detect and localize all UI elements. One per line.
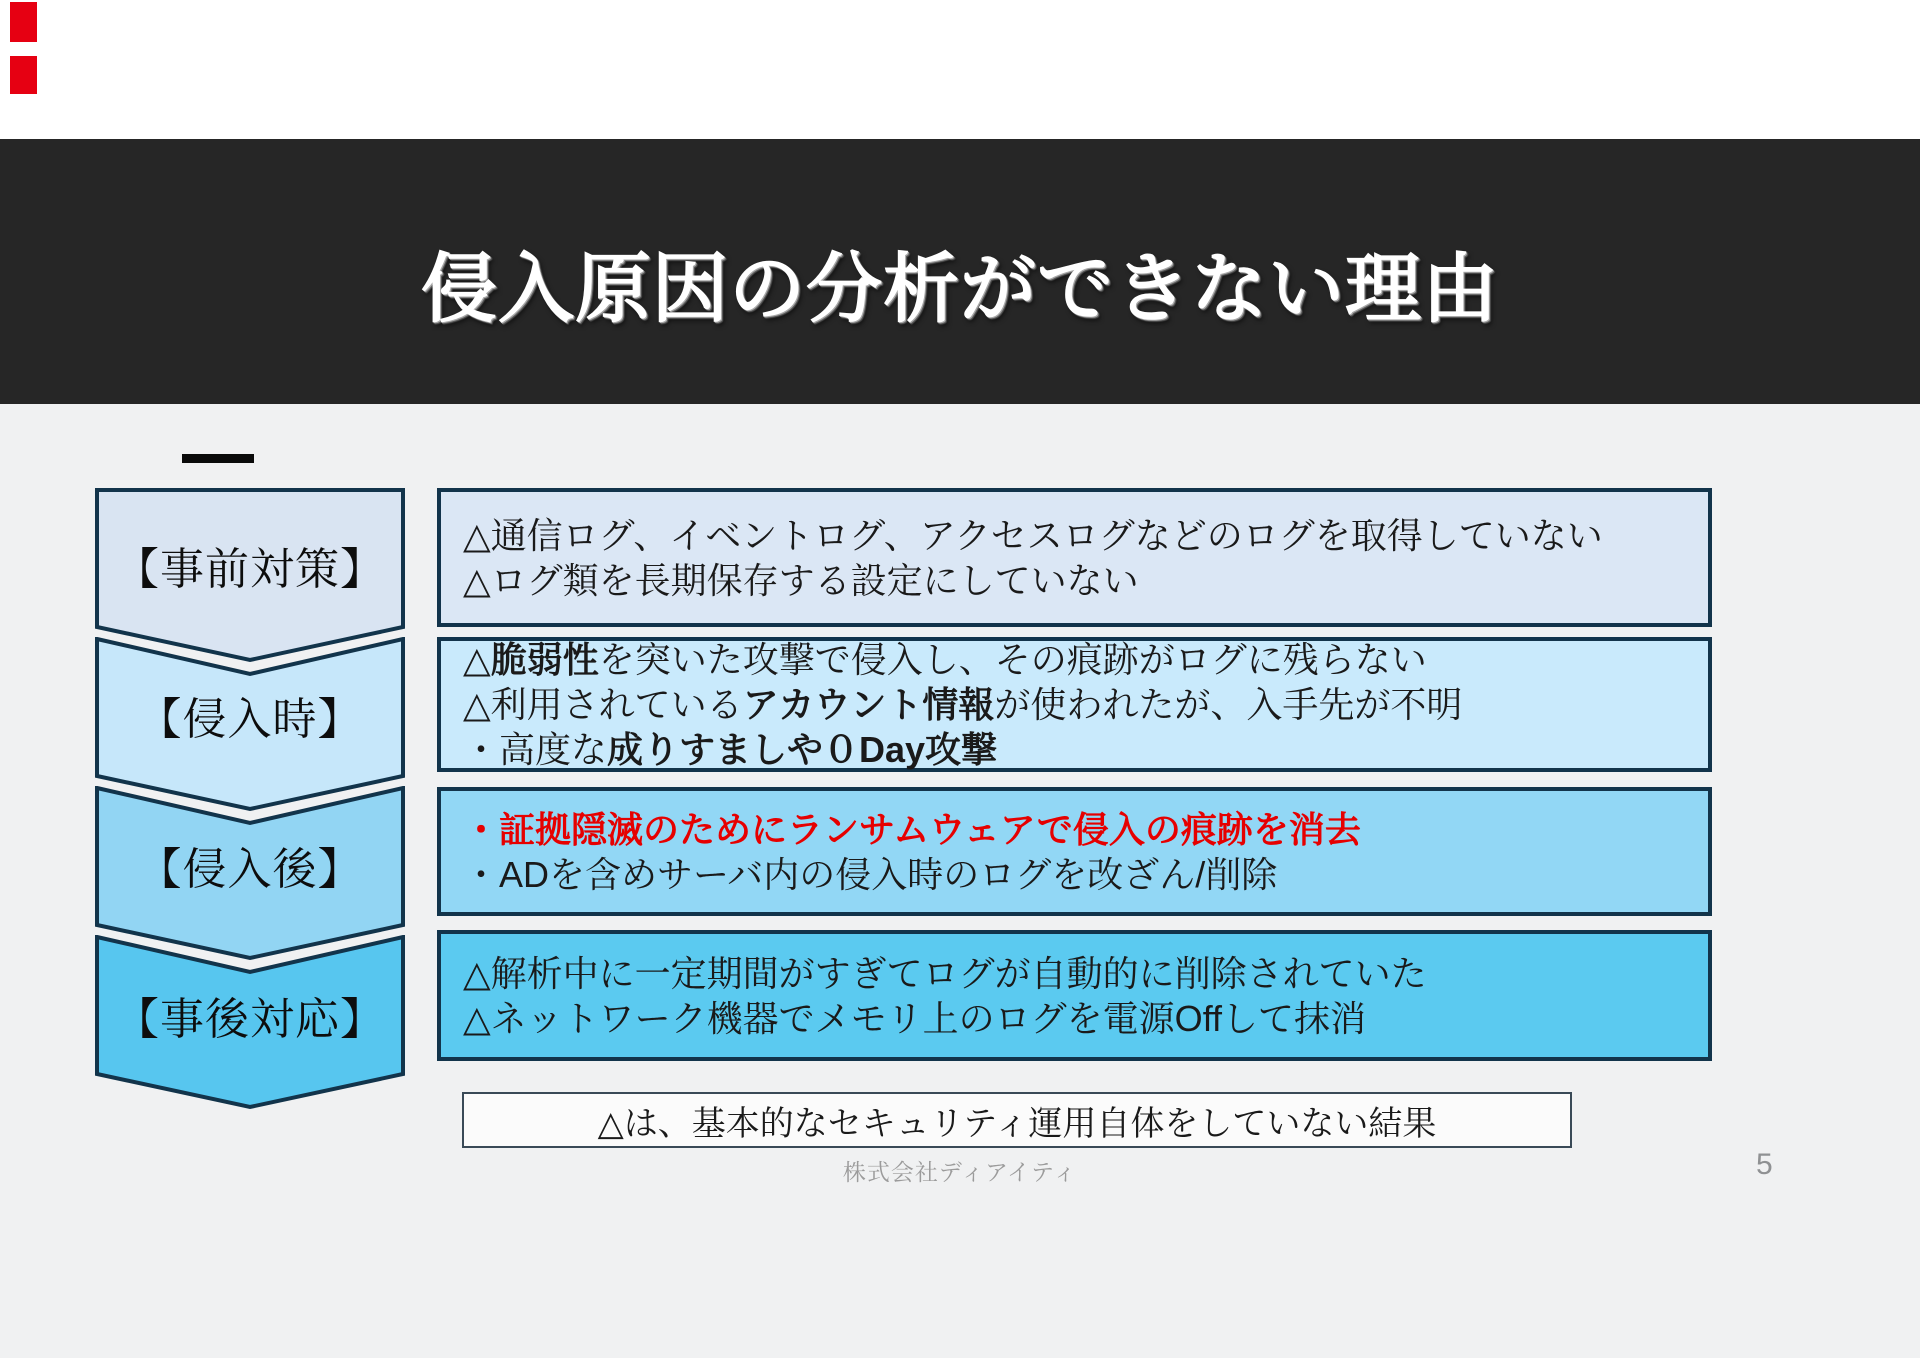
content-line: △ネットワーク機器でメモリ上のログを電源Offして抹消 <box>463 997 1367 1039</box>
title-band <box>0 139 1920 404</box>
stage-label-1: 【事前対策】 <box>115 545 385 594</box>
content-line: △脆弱性を突いた攻撃で侵入し、その痕跡がログに残らない <box>463 639 1427 680</box>
content-box-3 <box>437 787 1712 916</box>
separator-dash <box>182 454 254 463</box>
content-box-4 <box>437 930 1712 1061</box>
content-line: △ログ類を長期保存する設定にしていない <box>463 559 1139 601</box>
content-line: △利用されているアカウント情報が使われたが、入手先が不明 <box>463 684 1463 725</box>
top-margin <box>0 0 1920 139</box>
note-text: △は、基本的なセキュリティ運用自体をしていない結果 <box>597 1104 1437 1143</box>
note-box <box>462 1092 1572 1148</box>
content-line: △解析中に一定期間がすぎてログが自動的に削除されていた <box>463 952 1427 994</box>
content-box-2 <box>437 637 1712 772</box>
accent-bar-bottom <box>10 56 37 94</box>
stage-label-2: 【侵入時】 <box>137 695 363 744</box>
stage-label-3: 【侵入後】 <box>137 845 363 894</box>
content-box-1 <box>437 488 1712 627</box>
content-line: ・証拠隠滅のためにランサムウェアで侵入の痕跡を消去 <box>463 808 1361 850</box>
page-number: 5 <box>1756 1148 1773 1181</box>
content-line: ・ADを含めサーバ内の侵入時のログを改ざん/削除 <box>463 853 1278 895</box>
content-line: △通信ログ、イベントログ、アクセスログなどのログを取得していない <box>463 514 1603 556</box>
footer-text: 株式会社ディアイティ <box>842 1159 1078 1185</box>
accent-bar-top <box>10 2 37 42</box>
page-title: 侵入原因の分析ができない理由 <box>421 247 1499 332</box>
content-line: ・高度な成りすましや０Day攻撃 <box>463 729 998 770</box>
stage-label-4: 【事後対応】 <box>115 995 385 1044</box>
